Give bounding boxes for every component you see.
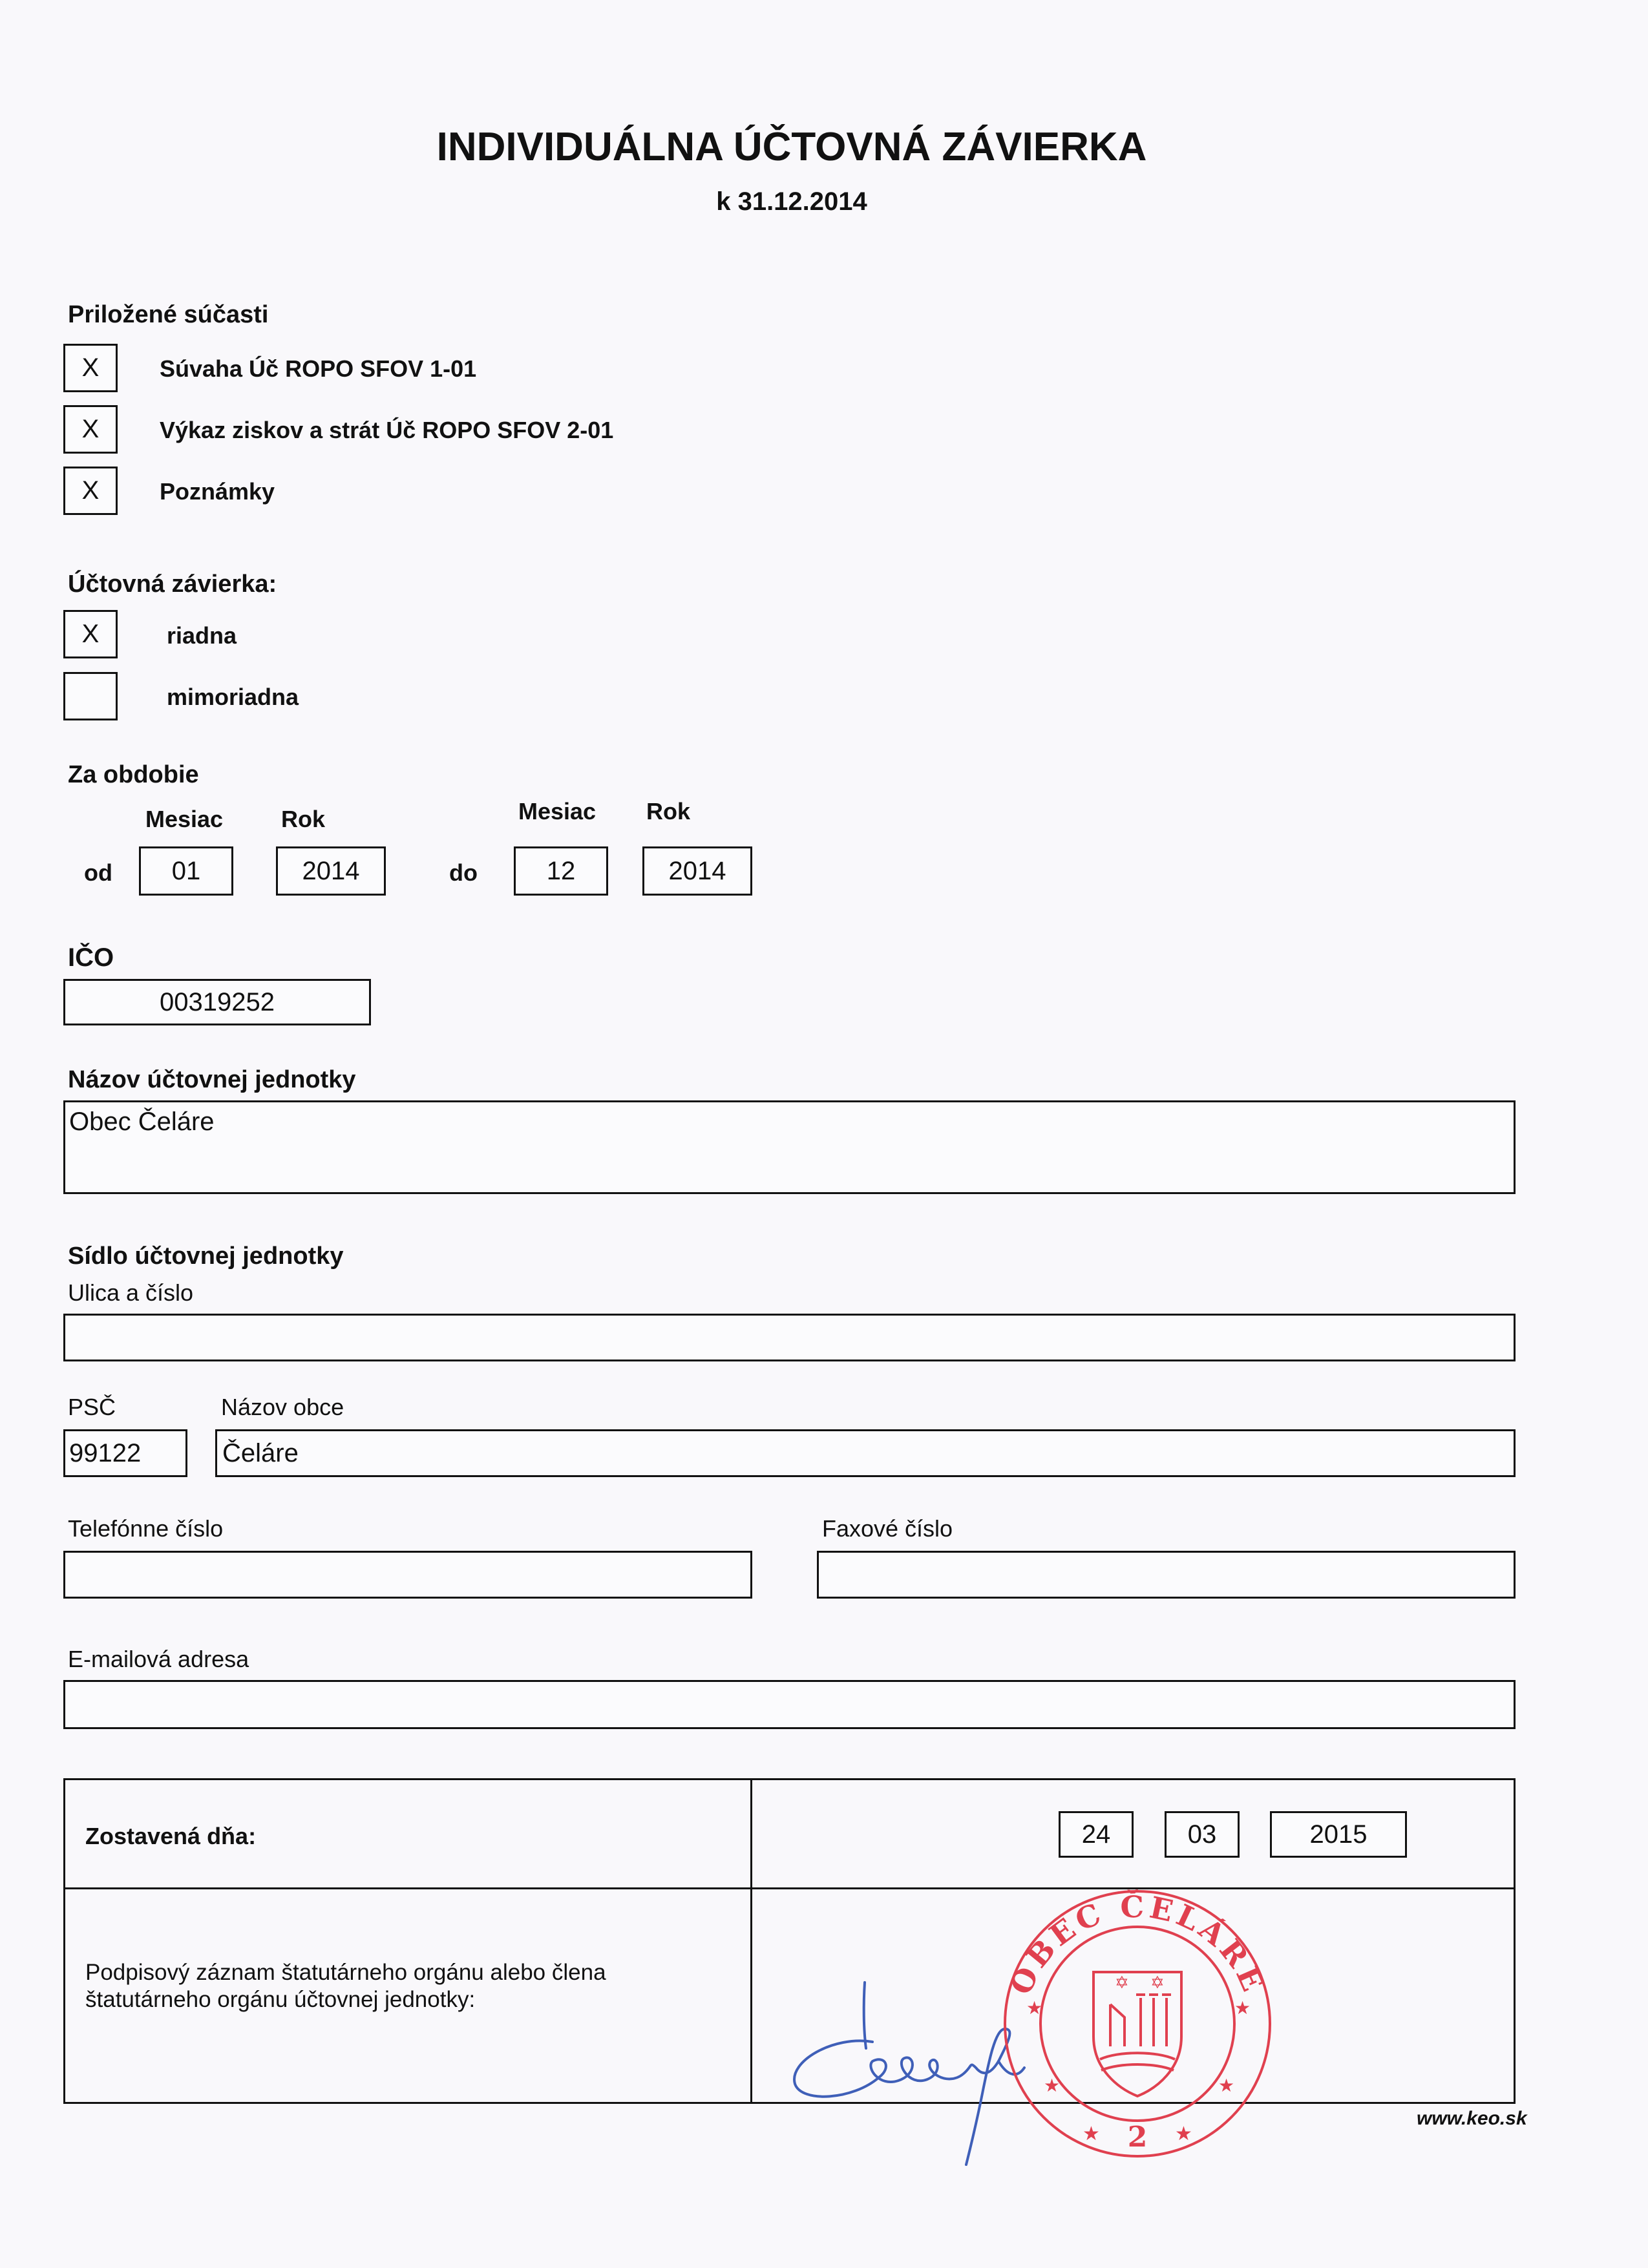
- attachment-label-notes: Poznámky: [160, 478, 275, 505]
- to-month-label: Mesiac: [518, 798, 597, 824]
- checkbox-balance-sheet[interactable]: X: [63, 344, 118, 392]
- to-year-field[interactable]: 2014: [642, 846, 752, 896]
- svg-text:★: ★: [1175, 2123, 1192, 2145]
- svg-text:★: ★: [1044, 2075, 1061, 2096]
- from-month-field[interactable]: 01: [139, 846, 233, 896]
- statement-type-label-regular: riadna: [167, 622, 237, 649]
- page-subtitle: k 31.12.2014: [716, 187, 867, 216]
- fax-field[interactable]: [817, 1551, 1516, 1599]
- psc-label: PSČ: [68, 1394, 116, 1420]
- email-field[interactable]: [63, 1680, 1516, 1729]
- svg-text:★: ★: [1218, 2075, 1235, 2096]
- unit-name-field[interactable]: Obec Čeláre: [63, 1100, 1516, 1194]
- compiled-month-field[interactable]: 03: [1165, 1811, 1240, 1858]
- compiled-label: Zostavená dňa:: [85, 1823, 257, 1849]
- from-label: od: [84, 859, 112, 886]
- stamp-number: 2: [1127, 2121, 1148, 2154]
- psc-field[interactable]: 99122: [63, 1429, 187, 1477]
- from-year-field[interactable]: 2014: [276, 846, 386, 896]
- seat-heading: Sídlo účtovnej jednotky: [68, 1243, 344, 1270]
- statement-type-label-extraordinary: mimoriadna: [167, 684, 299, 710]
- svg-text:OBEC ČELÁRE: [1003, 1888, 1272, 1999]
- table-divider-horizontal: [63, 1887, 1516, 1889]
- period-heading: Za obdobie: [68, 761, 199, 788]
- email-label: E-mailová adresa: [68, 1646, 249, 1672]
- from-month-label: Mesiac: [145, 806, 224, 832]
- city-field[interactable]: Čeláre: [215, 1429, 1516, 1477]
- attachment-label-income-statement: Výkaz ziskov a strát Úč ROPO SFOV 2-01: [160, 417, 614, 443]
- checkbox-income-statement[interactable]: X: [63, 405, 118, 454]
- compiled-day-field[interactable]: 24: [1059, 1811, 1134, 1858]
- signature-label: Podpisový záznam štatutárneho orgánu alebo člena štatutárneho orgánu účtovnej jednotky:: [85, 1960, 606, 2012]
- svg-text:✡: ✡: [1150, 1973, 1165, 1993]
- unit-name-label: Názov účtovnej jednotky: [68, 1066, 356, 1093]
- svg-text:★: ★: [1234, 1997, 1251, 2019]
- fax-label: Faxové číslo: [822, 1515, 953, 1542]
- svg-text:★: ★: [1026, 1997, 1043, 2019]
- page-title: INDIVIDUÁLNA ÚČTOVNÁ ZÁVIERKA: [436, 125, 1147, 169]
- table-divider-vertical: [750, 1778, 752, 2104]
- footer-url: www.keo.sk: [1417, 2108, 1527, 2129]
- checkbox-notes[interactable]: X: [63, 467, 118, 515]
- street-label: Ulica a číslo: [68, 1279, 194, 1306]
- compiled-year-field[interactable]: 2015: [1270, 1811, 1407, 1858]
- statement-type-heading: Účtovná závierka:: [68, 571, 277, 598]
- attachment-label-balance-sheet: Súvaha Úč ROPO SFOV 1-01: [160, 355, 477, 382]
- to-label: do: [449, 859, 478, 886]
- official-stamp: [995, 1882, 1280, 2166]
- checkbox-extraordinary[interactable]: [63, 672, 118, 720]
- from-year-label: Rok: [281, 806, 326, 832]
- attachments-heading: Priložené súčasti: [68, 301, 269, 328]
- to-month-field[interactable]: 12: [514, 846, 608, 896]
- phone-label: Telefónne číslo: [68, 1515, 224, 1542]
- street-field[interactable]: [63, 1314, 1516, 1361]
- ico-field[interactable]: 00319252: [63, 979, 371, 1025]
- stamp-text: OBEC ČELÁRE: [1003, 1889, 1272, 2000]
- ico-label: IČO: [68, 943, 114, 972]
- city-label: Názov obce: [221, 1394, 344, 1420]
- svg-text:✡: ✡: [1115, 1973, 1129, 1993]
- checkbox-regular[interactable]: X: [63, 610, 118, 658]
- phone-field[interactable]: [63, 1551, 752, 1599]
- svg-text:★: ★: [1083, 2123, 1100, 2145]
- to-year-label: Rok: [646, 798, 691, 824]
